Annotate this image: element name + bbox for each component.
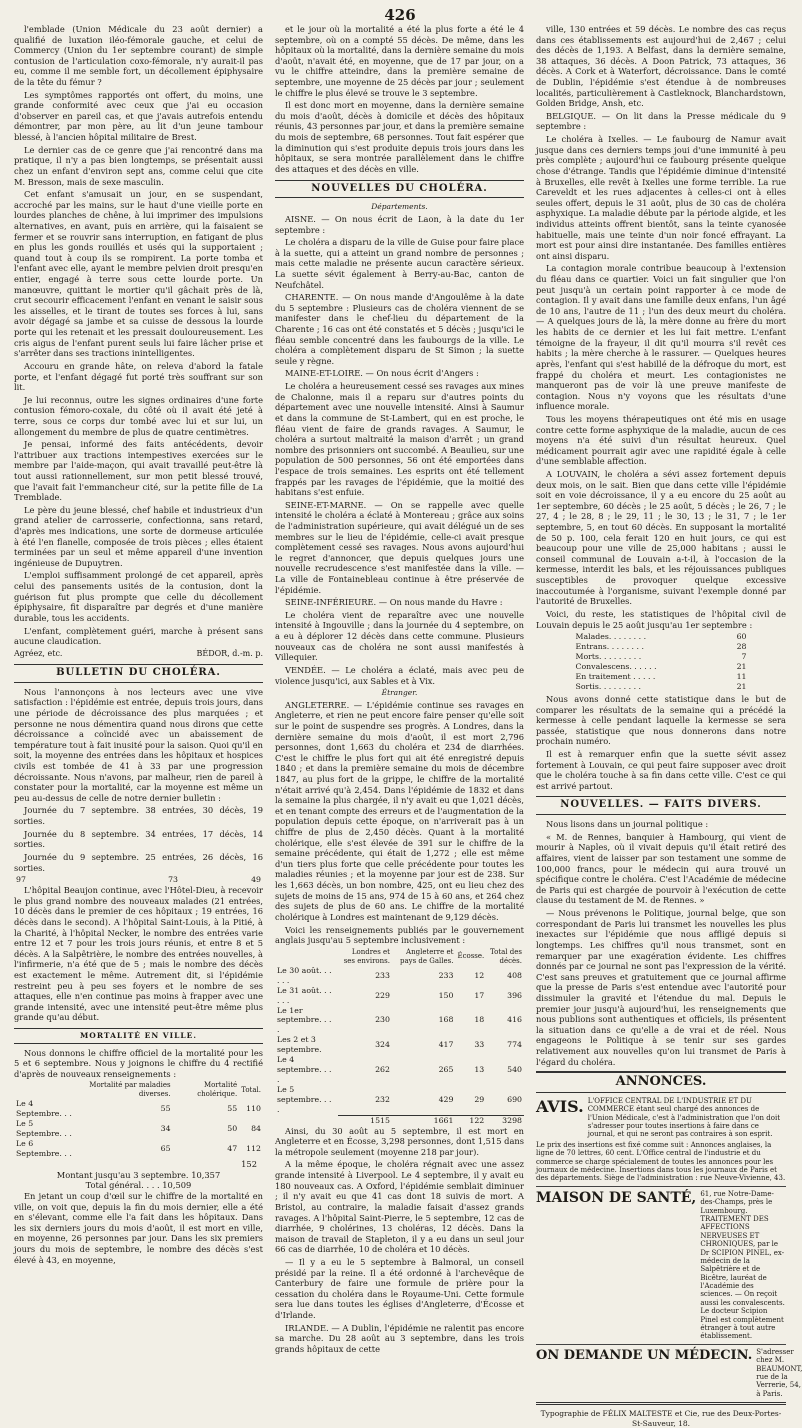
table-row [574, 632, 749, 642]
table-row [14, 1139, 263, 1159]
table-cell: 21 [736, 681, 747, 691]
table-cell: 262 [375, 1065, 390, 1075]
table-row [14, 1119, 263, 1139]
maison-text: 61, rue Notre-Dame-des-Champs, près le Luxembourg. TRAITEMENT DES AFFECTIONS NERVEUSES ET CHRONIQUES, par le Dr SCIPION PINEL, ex-médecin de la Salpêtrière et de Bicêtre, lauréat de l'Académie des sciences. — On reçoit aussi les convalescents. Le docteur Scipion Pinel est complètement étranger à tout autre établissement. [700, 1189, 785, 1341]
table-cell: 13 [474, 1065, 485, 1075]
ville-prev: Montant jusqu'au 3 septembre. 10,357 [56, 1169, 221, 1180]
printer-footer: Typographie de FÉLIX MALTESTE et Cie, rue des Deux-Portes-St-Sauveur, 18. [540, 1409, 782, 1428]
table-cell: 34 [160, 1124, 171, 1134]
table-cell: Morts. . . . . . . . . [575, 652, 642, 662]
ville-heading: MORTALITÉ EN VILLE. [14, 1028, 263, 1044]
paragraph: Ainsi, du 30 août au 5 septembre, il est mort en Angleterre et en Écosse, 3,298 personnes, dont 1,515 dans la métropole seulement (moyenne 218 par jour). [275, 1125, 524, 1157]
ville-sum: 152 [241, 1159, 257, 1170]
table-cell: Écosse. [457, 952, 485, 961]
table-cell: 12 [474, 970, 485, 980]
table-cell: 50 [227, 1124, 238, 1134]
departement-paragraph: Le choléra a heureusement cessé ses ravages aux mines de Chalonne, mais il a reparu sur d'autres points du département avec une nouvelle intensité. Ainsi à Saumur et dans la commune de St-Lambert, qui en est proche, le fléau vient de faire de grands ravages. A Saumur, le choléra a surtout maltraité la maison d'arrêt ; un grand nombre des prisonniers ont succombé. A Beaulieu, sur une population de 500 personnes, 56 ont été emportées dans l'espace de trois semaines. Les esprits ont été tellement frappés par les ravages de l'épidémie, que la moitié des habitans s'est enfuie. [275, 381, 524, 498]
column-1 [14, 24, 263, 1265]
paragraph: BELGIQUE. — On lit dans la Presse médicale du 9 septembre : [536, 110, 786, 132]
table-row [574, 662, 749, 672]
departement-paragraph: CHARENTE. — On nous mande d'Angoulême à la date du 5 septembre : Plusieurs cas de choléra viennent de se manifester dans le chef-lieu du département de la Charente ; 16 cas ont été constatés et 5 décès ; jusqu'ici le fléau semble concentré dans les faubourgs de la ville. Le choléra a complètement disparu de St Simon ; la suette seule y règne. [275, 292, 524, 366]
table-cell: 18 [474, 1015, 485, 1025]
bulletin-paragraph: Journée du 9 septembre. 25 entrées, 26 décès, 16 sorties. [14, 851, 263, 873]
annonces-heading: ANNONCES. [536, 1071, 786, 1093]
avis-details: Le prix des insertions est fixé comme suit : Annonces anglaises, la ligne de 70 lettres, 60 cent. L'Office central de l'industrie et du commerce se charge spécialement de toutes les annonces pour les journaux de médecine. Insertions dans tous les journaux de Paris et des départements. Siège de l'administration : rue Neuve-Vivienne, 43. [536, 1140, 786, 1183]
medecin-text: S'adresser chez M. BEAUMONT, rue de la Verrerie, 54, à Paris. [756, 1347, 802, 1398]
departements-subheading: Départements. [371, 202, 428, 212]
table-row [574, 672, 749, 682]
table-cell: 60 [736, 632, 747, 642]
paragraph: Le choléra à Ixelles. — Le faubourg de Namur avait jusque dans ces derniers temps joui d'une immunité à peu près complète ; aujourd'hui ce faubourg présente quelque chose d'étrange. Tandis que l'épidémie diminue d'intensité à Bruxelles, elle revêt à Ixelles une forme terrible. La rue Careveldt et les rues adjacentes à celles-ci ont à elles seules offert, depuis le 31 août, plus de 30 cas de choléra asphyxique. La maladie débute par la période algide, et les individus atteints offrent bientôt, sans la teinte cyanosée habituelle, mais une teinte d'un noir foncé effrayant. La mort est pour ainsi dire instantanée. Des familles entières ont ainsi disparu. [536, 134, 786, 261]
paragraph: IRLANDE. — A Dublin, l'épidémie ne ralentit pas encore sa marche. Du 28 août au 3 septembre, dans les trois grands hôpitaux de cette [275, 1322, 524, 1354]
etranger-subheading: Étranger. [381, 688, 418, 698]
table-cell: 21 [736, 662, 747, 672]
paragraph: Le dernier cas de ce genre que j'ai rencontré dans ma pratique, il n'y a pas bien longtemps, se présentait aussi chez un enfant d'environ sept ans, comme celui que cite M. Bresson, mais de sexe masculin. [14, 144, 263, 187]
faits-paragraph: Nous lisons dans un journal politique : [546, 819, 709, 830]
paragraph: Tous les moyens thérapeutiques ont été mis en usage contre cette forme asphyxique de la maladie, aucun de ces moyens n'a été suivi d'un résultat heureux. Quel médicament pourrait agir avec une rapidité égale à celle d'une semblable affection. [536, 413, 786, 467]
table-cell: 690 [507, 1094, 522, 1104]
table-cell: 47 [227, 1144, 238, 1154]
table-cell: Les 2 et 3 septembre. [277, 1035, 322, 1055]
table-cell: 150 [438, 990, 454, 1000]
angleterre-table [275, 948, 524, 1126]
table-cell: 168 [438, 1015, 454, 1025]
table-cell: 49 [251, 875, 261, 885]
table-cell: 122 [455, 1115, 486, 1125]
table-cell: Le 31 août. . . . . . [277, 985, 332, 1005]
paragraph: l'emblade (Union Médicale du 23 août dernier) a qualifié de luxation iléo-fémorale gauche, et celui de Commercy (Union du 1er septembre courant) de simple contusion de l'articulation coxo-fémorale, n'y aurait-il pas eu, comme il me semble fort, un décollement épiphysaire de la tête du fémur ? [14, 24, 263, 88]
table-cell: 55 [160, 1104, 171, 1114]
faits-paragraph: « M. de Rennes, banquier à Hambourg, qui vient de mourir à Naples, où il vivait depuis qu'il était retiré des affaires, vient de laisser par son testament une somme de 100,000 francs, pour le médecin qui aura trouvé un spécifique contre le choléra. C'est l'Académie de médecine de Paris qui est chargée de pourvoir à l'exécution de cette clause du testament de M. de Rennes. » [536, 831, 786, 906]
signature-name: BÉDOR, d.-m. p. [196, 648, 263, 658]
faits-paragraph: — Nous prévenons le Politique, journal belge, que son correspondant de Paris lui transmet les nouvelles les plus inexactes sur l'épidémie que nous affligé depuis si longtemps. Les chiffres qu'il nous transmet, sont en remarquer par une exagération évidente. Les chiffres donnés par ce journal ne sont pas l'expression de la vérité. C'est sans preuves et gratuitement que ce journal affirme que la presse de Paris s'est entendue avec l'autorité pour dissimuler la gravité et l'étendue du mal. Depuis le premier jour jusqu'à aujourd'hui, les renseignements que nous publions sont authentiques et officiels, ils présentent la situation dans ce qu'elle a de vrai et de réel. Nous engageons le Politique à se tenir sur ses gardes relativement aux nouvelles qu'on lui transmet de Paris à l'égard du choléra. [536, 908, 786, 1067]
paragraph: Voici, du reste, les statistiques de l'hôpital civil de Louvain depuis le 25 août jusqu'au 1er septembre : [536, 608, 786, 630]
table-cell: 429 [438, 1094, 454, 1104]
table-row [574, 652, 749, 662]
paragraph: L'emploi suffisamment prolongé de cet appareil, après celui des pansements usités de la contusion, dont la guérison fut plus prompte que celle du décollement épiphysaire, fit disparaître par degrés et d'une manière durable, tous les accidents. [14, 570, 263, 623]
avis-text: L'OFFICE CENTRAL DE L'INDUSTRIE ET DU COMMERCE étant seul chargé des annonces de l'Union Médicale, c'est à l'administration que l'on doit s'adresser pour toutes insertions à faire dans ce journal, et qui ne seront pas contraires à son esprit. [587, 1096, 781, 1139]
table-cell: 774 [507, 1040, 522, 1050]
paragraph: Je pensai, informé des faits antécédents, devoir l'attribuer aux tractions intempestives exercées sur le membre par l'aide-maçon, qui avait travaillé peut-être là tout aussi rationnellement, sur mon petit blessé trouvé, que l'avait fait l'emmancheur cité, sur la petite fille de La Tremblade. [14, 439, 263, 503]
table-cell: 55 [227, 1104, 238, 1114]
bulletin-paragraph: Journée du 7 septembre. 38 entrées, 30 décès, 19 sorties. [14, 805, 263, 827]
table-cell [14, 1081, 83, 1099]
table-cell: Total des décès. [489, 947, 522, 965]
table-row [275, 1035, 524, 1055]
table-row [275, 966, 524, 986]
ville-table [14, 1081, 263, 1159]
table-cell: 408 [507, 970, 522, 980]
paragraph: Accouru en grande hâte, on releva d'abord la fatale porte, et l'enfant dégagé fut porté très souffrant sur son lit. [14, 360, 263, 393]
column-3 [536, 24, 802, 1428]
paragraph: Nous avons donné cette statistique dans le but de comparer les résultats de la semaine qui a précédé la kermesse à celle pendant laquelle la kermesse se sera passée, statistique que nous donnerons dans notre prochain numéro. [536, 693, 786, 747]
table-cell: Le 1er septembre. . . . [277, 1005, 332, 1035]
faits-heading: NOUVELLES. — FAITS DIVERS. [536, 796, 786, 815]
table-cell: Londres et ses environs. [343, 947, 390, 965]
paragraph: L'enfant, complètement guéri, marche à présent sans aucune claudication. [14, 625, 263, 647]
paragraph: et le jour où la mortalité a été la plus forte a été le 4 septembre, où on a compté 55 décès. De même, dans les hôpitaux où la mortalité, dans la dernière semaine du mois d'août, n'avait été, en moyenne, que de 17 par jour, on a vu le chiffre atteindre, dans la première semaine de septembre, une moyenne de 25 décès par jour ; seulement le chiffre le plus élevé se trouve le 3 septembre. [275, 24, 524, 98]
paragraph: ville, 130 entrées et 59 décès. Le nombre des cas reçus dans ces établissements est aujourd'hui de 2,467 ; celui des décès de 1,193. A Belfast, dans la dernière semaine, 38 attaques, 36 décès. A Doon Patrick, 73 attaques, 36 décès. A Cork et à Waterfort, décroissance. Dans le comté de Dublin, l'épidémie s'est étendue à de nombreuses localités, particulièrement à Castleknock, Blanchardstown, Golden Bridge, Ansh, etc. [536, 24, 786, 109]
table-cell: 29 [474, 1094, 485, 1104]
table-cell: 232 [375, 1094, 390, 1104]
departement-paragraph: SEINE-ET-MARNE. — On se rappelle avec quelle intensité le choléra a éclaté à Montereau ; grâce aux soins de l'administration supérieure, qui avait délégué un de ses membres sur le lieu de l'épidémie, celle-ci avait presque complètement cessé ses ravages. Nous avons aujourd'hui le regret d'annoncer, que depuis quelques jours une nouvelle recrudescence s'est manifestée dans la ville. — La ville de Fontainebleau continue à être préservée de l'épidémie. [275, 499, 524, 595]
table-cell: 416 [507, 1015, 522, 1025]
table-row [14, 1099, 263, 1119]
medecin-title: ON DEMANDE UN MÉDECIN. [536, 1347, 753, 1363]
table-cell: 417 [438, 1040, 454, 1050]
avis-title: AVIS. [536, 1096, 584, 1116]
ville-intro: Nous donnons le chiffre officiel de la mortalité pour les 5 et 6 septembre. Nous y joignons le chiffre du 4 rectifié d'après de nouveaux renseignements : [14, 1047, 263, 1079]
table-cell: 73 [168, 875, 178, 885]
paragraph: — Il y a eu le 5 septembre à Balmoral, un conseil présidé par la reine. Il a été ordonné à l'archevêque de Canterbury de faire une formule de prière pour la cessation du choléra dans le Royaume-Uni. Cette formule sera lue dans toutes les églises d'Angleterre, d'Écosse et d'Irlande. [275, 1256, 524, 1320]
table-cell: En traitement . . . . . [575, 672, 656, 681]
table-cell: 17 [474, 990, 485, 1000]
paragraph: Les symptômes rapportés ont offert, du moins, une grande conformité avec ceux que j'ai eu occasion d'observer en pareil cas, et que j'avais autrefois entendu démontrer, par mon père, au lit d'un jeune tambour blessé, à l'ancien hôpital militaire de Brest. [14, 89, 263, 143]
table-row [275, 1006, 524, 1036]
maison-title: MAISON DE SANTÉ, [536, 1189, 697, 1206]
table-cell: 110 [246, 1104, 261, 1114]
bulletin-heading: BULLETIN DU CHOLÉRA. [14, 664, 263, 683]
table-cell: 230 [375, 1015, 390, 1025]
paragraph: Il est donc mort en moyenne, dans la dernière semaine du mois d'août, décès à domicile et décès des hôpitaux réunis, 43 personnes par jour, et dans la première semaine du mois de septembre, 68 personnes. Tout fait espérer que la diminution qui s'est produite depuis trois jours dans les hôpitaux, se sera montrée parallèlement dans le chiffre des attaques et des décès en ville. [275, 100, 524, 174]
table-cell: 540 [507, 1065, 522, 1075]
table-cell: Convalescens. . . . . . [575, 662, 657, 672]
paragraph: Le père du jeune blessé, chef habile et industrieux d'un grand atelier de carrosserie, confectionna, sans retard, d'après mes indications, une sorte de dormeuse articulée à été l'en flanelle, composée de trois pièces ; elles étaient terminées par un seul et même appareil d'une invention ingénieuse de Dupuytren. [14, 504, 263, 568]
table-cell: 3298 [486, 1115, 524, 1125]
table-cell: 396 [507, 990, 522, 1000]
table-cell: 7 [741, 652, 747, 662]
bulletin-paragraph: Nous l'annonçons à nos lecteurs avec une vive satisfaction : l'épidémie est entrée, depuis trois jours, dans une période de décroissance des plus marquées ; et personne ne nous démentira quand nous dirons que cette décroissance a coïncidé avec un abaissement de température tout à fait inusité pour la saison. Quoi qu'il en soit, la moyenne des entrées dans les hôpitaux et hospices civils est tombée de 41 à 33 par une progression décroissante. Nous n'avons, par malheur, rien de pareil à constater pour la mortalité, car la moyenne est même un peu au-dessus de celle de notre dernier bulletin : [14, 686, 263, 803]
etranger-paragraph: Voici les renseignements publiés par le gouvernement anglais jusqu'au 5 septembre inclusivement : [275, 924, 524, 946]
table-cell: 112 [246, 1144, 261, 1154]
nouvelles-heading: NOUVELLES DU CHOLÉRA. [275, 180, 524, 199]
table-sum-row [275, 1115, 524, 1125]
table-cell: 1515 [338, 1115, 392, 1125]
paragraph: Il est à remarquer enfin que la suette sévit assez fortement à Louvain, ce qui peut faire supposer avec droit que le choléra touche à sa fin dans cette ville. C'est ce qui est arrivé partout. [536, 748, 786, 791]
etranger-paragraph: ANGLETERRE. — L'épidémie continue ses ravages en Angleterre, et rien ne peut encore faire penser qu'elle soit sur le point de suspendre ses progrès. A Londres, dans la dernière semaine du mois d'août, il est mort 2,796 personnes, dont 1,663 du choléra et 234 de diarrhées. C'est le chiffre le plus fort qui ait été enregistré depuis 1840 ; et dans la première semaine du mois de décembre 1847, au plus fort de la grippe, le chiffre de la mortalité n'était arrivé qu'à 2,454. Dans l'épidémie de 1832 et dans la semaine la plus chargée, il n'y avait eu que 1,021 décès, et en tenant compte des erreurs et de l'augmentation de la population depuis cette époque, on n'arriverait pas à un chiffre de plus de 2,450 décès. Quant à la mortalité cholérique, elle s'est élevée de 391 sur le chiffre de la semaine précédente, qui était de 1,272 ; elle est même d'un tiers plus forte que celle précédente pour toutes les maladies réunies ; et la moyenne par jour est de 238. Sur les 1,663 décès, un bon nombre, 425, ont eu lieu chez des sujets de moins de 15 ans, 974 de 15 à 60 ans, et 264 chez des sujets de plus de 60 ans. Le chiffre de la mortalité cholérique à Londres est maintenant de 9,129 décès. [275, 699, 524, 922]
paragraph: Je lui reconnus, outre les signes ordinaires d'une forte contusion fémoro-coxale, du côté où il avait été jeté à terre, sous ce corps dur tombé avec lui et sur lui, un allongement du membre de plus de quatre centimètres. [14, 394, 263, 437]
departement-paragraph: VENDÉE. — Le choléra a éclaté, mais avec peu de violence jusqu'ici, aux Sables et à Vix. [275, 664, 524, 686]
table-cell: Le 4 septembre. . . . [277, 1055, 332, 1085]
bulletin-paragraph: L'hôpital Beaujon continue, avec l'Hôtel-Dieu, à recevoir le plus grand nombre des nouveaux malades (21 entrées, 10 décès dans le premier de ces hôpitaux ; 19 entrées, 16 décès dans le second). A l'hôpital Saint-Louis, à la Pitié, à la Charité, à l'hôpital Necker, le nombre des entrées varie entre 12 et 7 pour les trois jours réunis, et entre 8 et 5 décès. A la Salpêtrière, le nombre des entrées nouvelles, à l'infirmerie, n'a été que de 5 ; mais le nombre des décès est exactement le même. Autrement dit, si l'épidémie restreint peu à peu ses foyers et le nombre de ses attaques, elle n'en continue pas moins à frapper avec une grande intensité, avec une intensité peut-être même plus grande qu'au début. [14, 885, 263, 1023]
paragraph: Cet enfant s'amusait un jour, en se suspendant, accroché par les mains, sur le haut d'une vieille porte en lourdes planches de chêne, à lui imprimer des impulsions alternatives, en avant, puis en arrière, qui la faisaient se fermer et se rouvrir sans interruption, en fatigant de plus en plus les gonds rouillés et usés qui la supportaient ; quand tout à coup ils se rompirent. La porte tomba et l'enfant avec elle, ayant le membre pelvien droit presqu'en entier, engagé à terre sous cette lourde porte. Un manœuvre, quittant le mortier qu'il gâchait près de là, crut secourir efficacement l'enfant en venant le saisir sous les aisselles, et le tirant de toutes ses forces à lui, sans avoir dégagé sa jambe et sa cuisse de dessous la lourde porte qui les retenait et les pressait douloureusement. Les cris aigus de l'enfant purent seuls lui faire lâcher prise et s'arrêter dans ses tractions inintelligentes. [14, 189, 263, 359]
table-cell: 84 [251, 1124, 261, 1134]
table-cell: Entrans. . . . . . . . [575, 642, 644, 652]
table-cell: 265 [438, 1065, 454, 1075]
table-row [574, 642, 749, 652]
departement-paragraph: Le choléra a disparu de la ville de Guise pour faire place à la suette, qui a atteint un grand nombre de personnes ; mais cette maladie ne présente aucun caractère sérieux. La suette sévit également à Berry-au-Bac, canton de Neufchâtel. [275, 237, 524, 290]
table-row [275, 1055, 524, 1085]
table-cell: 233 [438, 970, 454, 980]
table-cell: 1661 [392, 1115, 455, 1125]
table-cell: Le 4 Septembre. . . [16, 1099, 72, 1119]
table-cell: Le 5 Septembre. . . [16, 1119, 72, 1139]
medecin-ad [536, 1347, 802, 1398]
bulletin-paragraph: Journée du 8 septembre. 34 entrées, 17 décès, 14 sorties. [14, 828, 263, 850]
table-cell: 229 [375, 990, 390, 1000]
departement-paragraph: Le choléra vient de reparaître avec une nouvelle intensité à Ingouville ; dans la journée du 4 septembre, on a eu à déplorer 12 décès dans cette commune. Plusieurs nouveaux cas de choléra ne sont aussi manifestés à Villequier. [275, 609, 524, 663]
louvain-table [574, 632, 749, 692]
table-cell: Le 30 août. . . . . . [277, 965, 332, 985]
table-cell: 65 [160, 1144, 171, 1154]
table-cell: Mortalité par maladies diverses. [89, 1081, 171, 1099]
paragraph: A la même époque, le choléra régnait avec une assez grande intensité à Liverpool. Le 4 septembre, il y avait eu 180 nouveaux cas. A Oxford, l'épidémie semblait diminuer ; il n'y avait eu que 41 cas dont 18 suivis de mort. A Bristol, au contraire, la maladie faisait d'assez grands ravages. A l'hôpital Saint-Pierre, le 5 septembre, 12 cas de diarrhée, 9 cholérines, 13 choléras, 12 décès. Dans la maison de travail de Stapleton, il y a eu dans un seul jour 66 cas de diarrhée, 10 de choléra et 10 décès. [275, 1159, 524, 1255]
hospital-totals [14, 875, 263, 885]
maison-ad [536, 1190, 786, 1341]
departement-paragraph: AISNE. — On nous écrit de Laon, à la date du 1er septembre : [275, 213, 524, 235]
table-cell: 97 [16, 875, 26, 885]
table-row [275, 1085, 524, 1115]
table-cell: 233 [375, 970, 390, 980]
paragraph: A LOUVAIN, le choléra a sévi assez fortement depuis deux mois, on le sait. Bien que dans cette ville l'épidémie soit en voie décroissance, il y a eu encore du 25 août au 1er septembre, 60 décès ; le 25 août, 5 décès ; le 26, 7 ; le 27, 4 ; le 28, 8 ; le 29, 11 ; le 30, 13 ; le 31, 7 ; le 1er septembre, 5, en tout 60 décès. En supposant la mortalité de 50 p. 100, cela ferait 120 en huit jours, ce qui est beaucoup pour une ville de 25,000 habitans ; aussi le conseil communal de Louvain a-t-il, à l'occasion de la kermesse, interdit les bals, et les réjouissances publiques susceptibles de provoquer quelque excessive inaccoutumée à l'organisme, suivant l'exemple donné par l'autorité de Bruxelles. [536, 468, 786, 607]
table-cell: 28 [736, 642, 747, 652]
departement-paragraph: MAINE-ET-LOIRE. — On nous écrit d'Angers : [285, 368, 479, 379]
table-cell: Malades. . . . . . . . [575, 632, 647, 642]
table-row [574, 682, 749, 692]
table-cell: 324 [375, 1040, 390, 1050]
table-cell: Total. [241, 1085, 261, 1094]
page-number: 426 [384, 6, 416, 24]
departement-paragraph: SEINE-INFÉRIEURE. — On nous mande du Havre : [285, 597, 503, 608]
table-cell: Le 5 septembre. . . . [277, 1085, 332, 1115]
avis-ad [536, 1097, 786, 1139]
table-cell: 11 [736, 672, 747, 681]
signature-greeting: Agréez, etc. [14, 648, 63, 658]
column-2 [275, 24, 524, 1354]
ville-last: En jetant un coup d'œil sur le chiffre de la mortalité en ville, on voit que, depuis la fin du mois dernier, elle a été en s'élevant, comme elle l'a fait dans les hôpitaux. Dans les six derniers jours du mois d'août, il est mort en ville, en moyenne, 26 personnes par jour. Dans les six premiers jours du mois de septembre, le nombre des décès s'est élevé à 43, en moyenne, [14, 1190, 263, 1265]
signature [14, 649, 263, 659]
table-cell: 33 [474, 1040, 485, 1050]
table-cell: Sortis. . . . . . . . . [575, 681, 642, 691]
paragraph: La contagion morale contribue beaucoup à l'extension du fléau dans ce quartier. Voici un fait singulier que l'on peut jusqu'à un certain point rapporter à ce mode de contagion. Il y avait dans une famille deux enfans, l'un âgé de 10 ans, l'autre de 11 ; l'un des deux meurt du choléra. — A quelques jours de là, la mère donne au frère du mort les habits de ce dernier et les lui fait mettre. L'enfant témoigne de la frayeur, il dit qu'il mourra s'il revêt ces habits ; la mère cherche à le rassurer. — Quelques heures après, l'enfant qui s'est habillé de la défroque du mort, est frappé du choléra et meurt. Les contagionistes ne manqueront pas de voir là une preuve manifeste de contagion. Nous n'y voyons que les résultats d'une influence morale. [536, 263, 786, 412]
table-row [275, 986, 524, 1006]
table-cell: Le 6 Septembre. . . [16, 1139, 72, 1159]
ville-total: Total général. . . . 10,509 [85, 1180, 192, 1191]
table-cell: Mortalité cholérique. [197, 1081, 238, 1099]
table-cell [275, 948, 338, 966]
table-cell: Angleterre et pays de Galles. [399, 947, 454, 965]
